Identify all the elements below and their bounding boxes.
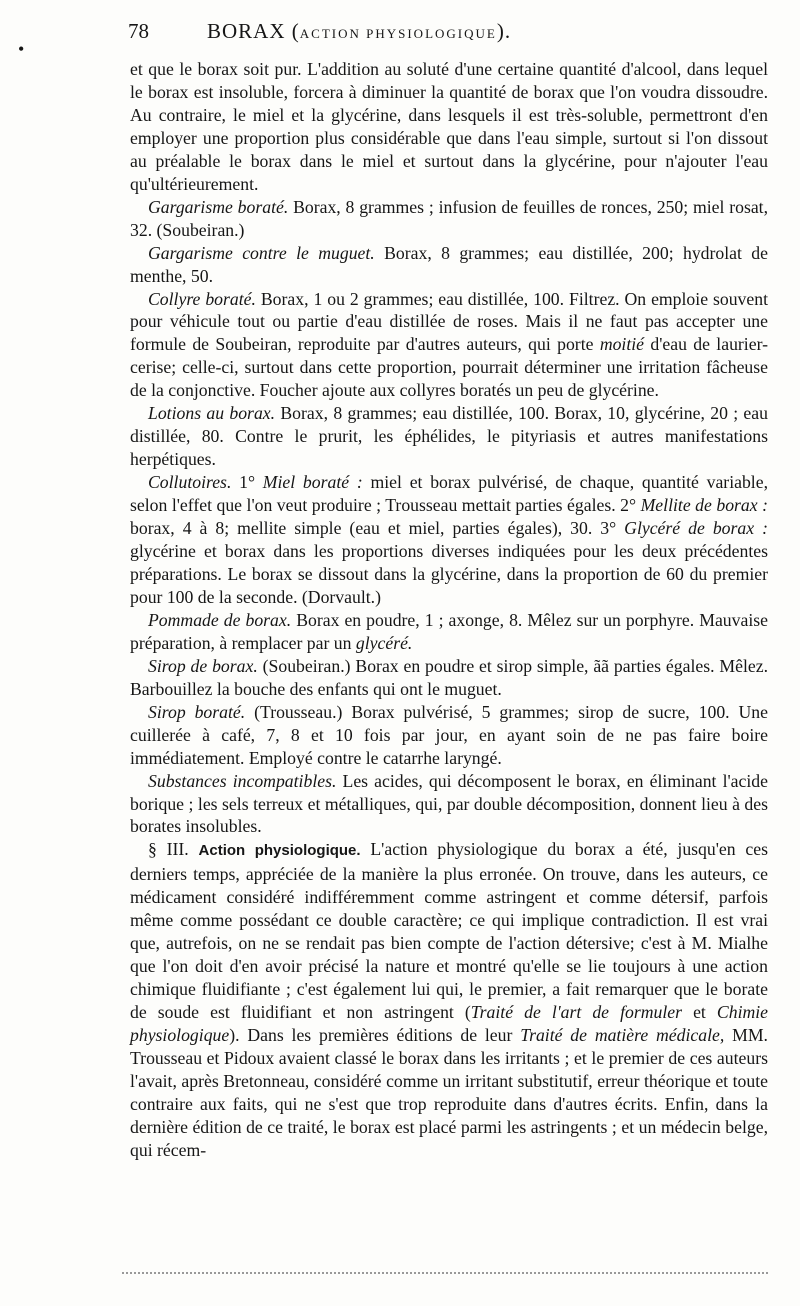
italic-run: Traité de l'art de formuler: [470, 1002, 682, 1023]
text-run: et que le borax soit pur. L'addition au soluté d'une certaine quantité d'alcool, dans lequel le borax est insoluble, forcera à diminuer la quantité de borax que l'on voudra dissoudre. Au contraire, le miel et la glycérine, dans lesquels il est très-soluble, permettront d'en employer une proportion plus considérable que dans l'eau simple, surtout si l'on dissout au préalable le borax dans le miel et surtout dans la glycérine, pour n'ajouter l'eau qu'ultérieurement.: [130, 59, 768, 194]
body-text: [130, 58, 768, 1162]
paragraph: [130, 655, 768, 701]
footer-dotted-rule: [122, 1272, 768, 1274]
text-run: et: [682, 1002, 717, 1023]
running-title-main: BORAX: [207, 19, 286, 43]
paragraph: [130, 402, 768, 471]
running-title: [207, 19, 511, 44]
italic-run: Sirop boraté.: [148, 701, 246, 722]
text-run: Borax, 8 grammes; eau distillée, 200; hydrolat de menthe, 50.: [130, 242, 768, 286]
text-run: MM. Trousseau et Pidoux avaient classé le borax dans les irritants ; et le premier de ces auteurs l'avait, après Bretonneau, considéré comme un irritant substitutif, erreur théorique et toute contraire aux faits, qui ne s'est que trop reproduite dans d'autres écrits. Enfin, dans la dernière édition de ce traité, le borax est placé parmi les astringents ; et un médecin belge, qui récem-: [130, 1025, 768, 1160]
paragraph: [130, 58, 768, 196]
italic-run: Lotions au borax.: [148, 403, 276, 424]
italic-run: Substances incompatibles.: [148, 770, 337, 791]
paragraph: [130, 196, 768, 242]
section-heading: Action physiologique.: [198, 842, 361, 860]
running-title-paren-close: ).: [496, 19, 512, 43]
text-run: § III.: [148, 839, 199, 860]
text-run: borax, 4 à 8; mellite simple (eau et miel, parties égales), 30. 3°: [130, 518, 625, 539]
italic-run: Traité de matière médicale,: [520, 1025, 725, 1046]
running-title-subtitle: ACTION PHYSIOLOGIQUE: [299, 26, 497, 41]
italic-run: Gargarisme contre le muguet.: [148, 242, 375, 263]
italic-run: moitié: [599, 334, 645, 355]
italic-run: Pommade de borax.: [148, 609, 292, 630]
italic-run: Glycéré de borax :: [624, 518, 768, 539]
text-run: miel et borax pulvérisé, de chaque, quantité variable, selon l'effet que l'on veut produire ; Trousseau mettait parties égales. 2°: [130, 472, 768, 516]
text-run: L'action physiologique du borax a été, jusqu'en ces derniers temps, appréciée de la manière la plus erronée. On trouve, dans les auteurs, ce médicament considéré indifféremment comme astringent et comme détersif, parfois même comme possédant ce double caractère; ce qui implique contradiction. Il est vrai que, autrefois, on ne se rendait pas bien compte de l'action détersive; c'est à M. Mialhe que l'on doit d'en avoir précisé la nature et montré qu'elle se lie toujours à une action chimique fluidifiante ; c'est également lui qui, le premier, a fait remarquer que le borate de soude est fluidifiant et non astringent (: [130, 839, 769, 1023]
text-run: glycérine et borax dans les proportions diverses indiquées pour les deux précédentes préparations. Le borax se dissout dans la glycérine, dans la proportion de 60 du premier pour 100 de la seconde. (Dorvault.): [130, 541, 768, 607]
margin-mark: •: [18, 39, 25, 59]
text-run: Borax en poudre, 1 ; axonge, 8. Mêlez sur un porphyre. Mauvaise préparation, à remplacer par un: [130, 609, 768, 653]
text-run: ). Dans les premières éditions de leur: [229, 1025, 521, 1046]
paragraph: [130, 701, 768, 770]
paragraph: [130, 288, 768, 403]
text-run: Borax, 1 ou 2 grammes; eau distillée, 100. Filtrez. On emploie souvent pour véhicule tout ou partie d'eau distillée de roses. Mais il ne faut pas accepter une formule de Soubeiran, reproduite par d'autres auteurs, qui porte: [130, 288, 768, 355]
text-run: (Soubeiran.) Borax en poudre et sirop simple, ãã parties égales. Mêlez. Barbouillez la bouche des enfants qui ont le muguet.: [130, 655, 768, 699]
paragraph: [130, 770, 768, 839]
text-run: d'eau de laurier-cerise; celle-ci, surtout dans cette proportion, pourrait déterminer une irritation fâcheuse de la conjonctive. Foucher ajoute aux collyres boratés un peu de glycérine.: [130, 334, 768, 401]
italic-run: Miel boraté :: [262, 472, 363, 493]
italic-run: Collyre boraté.: [148, 288, 256, 309]
italic-run: glycéré.: [355, 632, 413, 653]
italic-run: Collutoires.: [148, 472, 232, 493]
paragraph: [130, 471, 768, 609]
running-title-paren-open: (: [285, 19, 300, 43]
text-run: Borax, 8 grammes; eau distillée, 100. Borax, 10, glycérine, 20 ; eau distillée, 80. Contre le prurit, les éphélides, le pityriasis et autres manifestations herpétiques.: [130, 403, 768, 470]
italic-run: Mellite de borax :: [640, 495, 768, 516]
paragraph: [130, 242, 768, 288]
paragraph: [130, 838, 768, 1161]
page-number: 78: [128, 19, 149, 43]
text-run: (Trousseau.) Borax pulvérisé, 5 grammes; sirop de sucre, 100. Une cuillerée à café, 7, 8 et 10 fois par jour, en ayant soin de ne pas faire boire immédiatement. Employé contre le catarrhe laryngé.: [130, 701, 768, 768]
italic-run: Gargarisme boraté.: [148, 196, 289, 217]
text-run: Borax, 8 grammes ; infusion de feuilles de ronces, 250; miel rosat, 32. (Soubeiran.): [130, 196, 769, 240]
paragraph: [130, 609, 768, 655]
running-header: [128, 19, 768, 53]
italic-run: Sirop de borax.: [148, 655, 258, 676]
italic-run: Chimie physiologique: [130, 1002, 769, 1046]
text-run: Les acides, qui décomposent le borax, en éliminant l'acide borique ; les sels terreux et métalliques, qui, par double décomposition, donnent lieu à des borates insolubles.: [130, 770, 768, 837]
text-run: 1°: [231, 472, 263, 493]
